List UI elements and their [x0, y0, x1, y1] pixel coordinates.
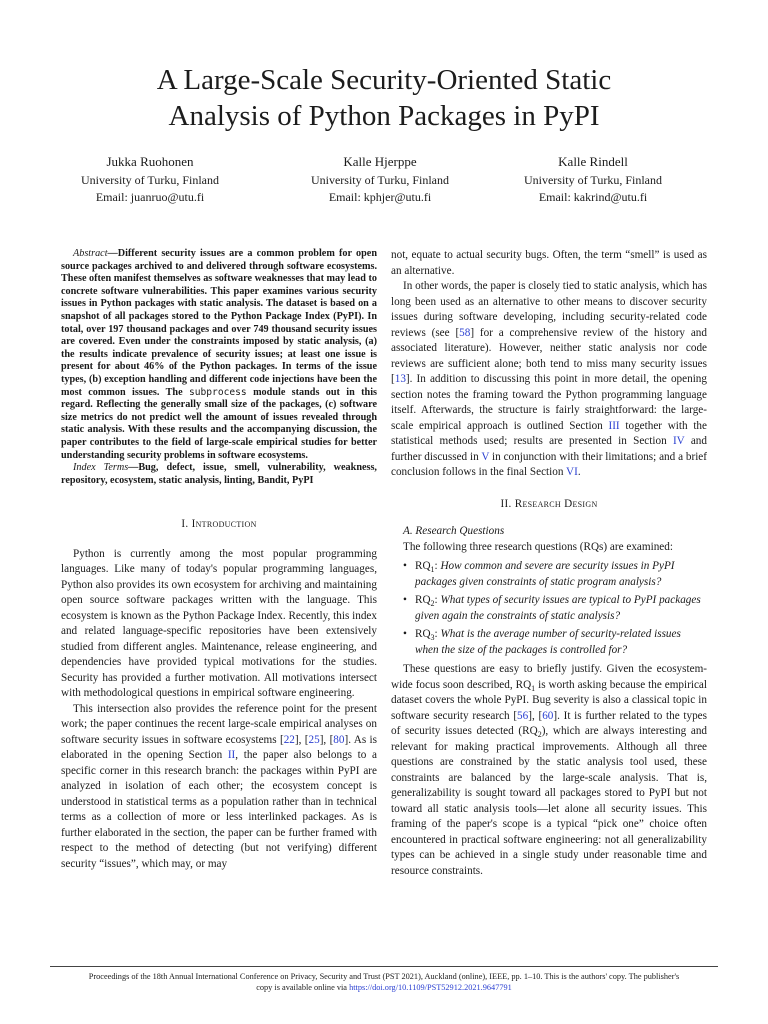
- citation-link[interactable]: 80: [333, 733, 345, 746]
- author-name: Kalle Hjerppe: [343, 154, 417, 169]
- index-terms-label: Index Terms: [73, 462, 129, 474]
- intro-paragraph-1: Python is currently among the most popular programming languages. Like many of today's popular programming languages, Python also provides its own ecosystem for archiving and maintaining open source software packages written with the language. This ecosystem is known as the Python Package Index. Recently, this index and related language-specific repositories have been extensively studied from different angles. Maintenance, release engineering, and dependencies have provided typical motivations for the studies. Security has provided a further motivation. All motivations intersect with methodological questions in empirical software engineering.: [61, 547, 377, 700]
- author-email: Email: juanruo@utu.fi: [95, 190, 205, 204]
- author-3: [483, 153, 703, 206]
- intro-paragraph-2: This intersection also provides the reference point for the present work; the paper continues the recent large-scale empirical analyses on software security issues in software ecosystems [22], [25], [80]. As is elaborated in the opening Section II, the paper also belongs to a specific corner in this research branch: the packages within PyPI are analyzed in isolation of each other; the ecosystem concept is understood in statistical terms as a population rather than in technical terms as a collection of more or less interlinked packages. As is further elaborated in the section, the paper can be further framed with respect to the method of detecting (but not verifying) different security “issues”, which may, or may: [61, 702, 378, 870]
- continued-paragraph: not, equate to actual security bugs. Often, the term “smell” is used as an alternative.: [391, 249, 707, 277]
- section-link[interactable]: IV: [672, 435, 685, 447]
- section-link[interactable]: V: [481, 450, 490, 463]
- footer-line-1: Proceedings of the 18th Annual International Conference on Privacy, Security and Trust (PST 2021), Auckland (online), IEEE, pp. 1–10. This is the authors' copy. The publisher's: [88, 972, 680, 981]
- citation-link[interactable]: 13: [394, 373, 406, 385]
- author-1: [40, 153, 260, 206]
- section-link[interactable]: III: [608, 419, 620, 432]
- overview-paragraph: In other words, the paper is closely tied to static analysis, which has long been used as an alternative to other means to discover security issues during software developing, including security-related code reviews (see [58] for a comprehensive review of the history and associated literature). However, neither static analysis nor code reviews are sufficient alone; both tend to miss many security issues [13]. In addition to discussing this point in more detail, the opening section notes the framing toward the Python programming language itself. Afterwards, the structure is fairly straightforward: the large-scale empirical approach is outlined Section III together with the statistical methods used; results are presented in Section IV and further discussed in V in conjunction with their limitations; and a brief conclusion follows in the final Section VI.: [391, 280, 707, 478]
- doi-link[interactable]: https://doi.org/10.1109/PST52912.2021.9647791: [349, 983, 512, 992]
- author-affiliation: University of Turku, Finland: [80, 173, 219, 187]
- author-name: Kalle Rindell: [558, 154, 628, 169]
- abstract: [61, 248, 377, 487]
- index-terms: Index Terms—Bug, defect, issue, smell, vulnerability, weakness, repository, ecosystem, static analysis, linting, Bandit, PyPI: [61, 462, 377, 486]
- paper-title: [0, 62, 768, 134]
- author-email: Email: kphjer@utu.fi: [328, 190, 432, 204]
- research-questions-list: [391, 559, 707, 658]
- title-line-1: A Large-Scale Security-Oriented Static: [156, 64, 612, 96]
- justification-paragraph: These questions are easy to briefly justify. Given the ecosystem-wide focus soon described, $RQ_1$ is worth asking because the empirical dataset covers the whole PyPI. Bug severity is also a classical topic in software security research [56], [60]. It is further related to the types of security issues detected $(RQ_2)$, which are always interesting and relevant for making practical improvements. Although all three questions are constrained by the static analysis tool used, these constraints are balanced by the large-scale analysis. That is, generalizability is sought toward all packages stored to PyPI but not toward all static analysis tools—let alone all security issues. This framing of the paper's scope is a typical “pick one” choice often encountered in practical software engineering: not all generalizability types can be achieved in a single study under reasonable time and resource constraints.: [391, 663, 708, 877]
- footer-line-2: copy is available online via https://doi.org/10.1109/PST52912.2021.9647791: [256, 983, 512, 992]
- left-column: [61, 248, 377, 872]
- citation-link[interactable]: 58: [459, 326, 471, 339]
- list-item: • $RQ_1$: How common and severe are security issues in PyPI packages given constraints of static program analysis?: [415, 559, 707, 590]
- citation-link[interactable]: 25: [308, 733, 320, 746]
- citation-link[interactable]: 22: [283, 733, 295, 746]
- author-name: Jukka Ruohonen: [106, 154, 194, 169]
- title-line-2: Analysis of Python Packages in PyPI: [168, 100, 600, 132]
- author-block: [40, 153, 728, 213]
- author-2: [270, 153, 490, 206]
- abstract-paragraph: Abstract—Different security issues are a common problem for open source packages archived to and delivered through software ecosystems. These often manifest themselves as software weaknesses that may lead to concrete software vulnerabilities. This paper examines various security issues in Python packages with static analysis. The dataset is based on a snapshot of all packages stored to the Python Package Index (PyPI). In total, over 197 thousand packages and over 749 thousand security issues are covered. Even under the constraints imposed by static analysis, (a) the results indicate prevalence of security issues; at least one issue is present for about 46% of the Python packages. In terms of the issue types, (b) exception handling and different code injections have been the most common issues. The subprocess module stands out in this regard. Reflecting the generally small size of the packages, (c) software size metrics do not predict well the amount of issues revealed through static analysis. With these results and the accompanying discussion, the paper contributes to the field of large-scale empirical studies for better understanding security problems in software ecosystems.: [61, 248, 377, 461]
- list-item: • $RQ_3$: What is the average number of security-related issues when the size of the packages is controlled for?: [415, 627, 707, 658]
- subsection-heading: A. Research Questions: [403, 525, 505, 537]
- abstract-label: Abstract: [73, 248, 108, 259]
- subprocess-code: subprocess: [188, 386, 247, 398]
- author-affiliation: University of Turku, Finland: [523, 173, 662, 187]
- citation-link[interactable]: 56: [517, 709, 529, 722]
- section-link[interactable]: VI: [566, 466, 578, 478]
- author-email: Email: kakrind@utu.fi: [538, 190, 648, 204]
- list-item: • $RQ_2$: What types of security issues are typical to PyPI packages given again the constraints of static analysis?: [415, 593, 707, 624]
- citation-link[interactable]: 60: [542, 709, 554, 722]
- rq-intro: The following three research questions (RQs) are examined:: [403, 540, 673, 553]
- section-heading-introduction: I. Introduction: [181, 518, 257, 531]
- right-column: [391, 248, 707, 879]
- footer-note: [50, 966, 718, 993]
- section-link[interactable]: II: [227, 749, 236, 762]
- author-affiliation: University of Turku, Finland: [310, 173, 449, 187]
- section-heading-research-design: II. Research Design: [500, 497, 598, 510]
